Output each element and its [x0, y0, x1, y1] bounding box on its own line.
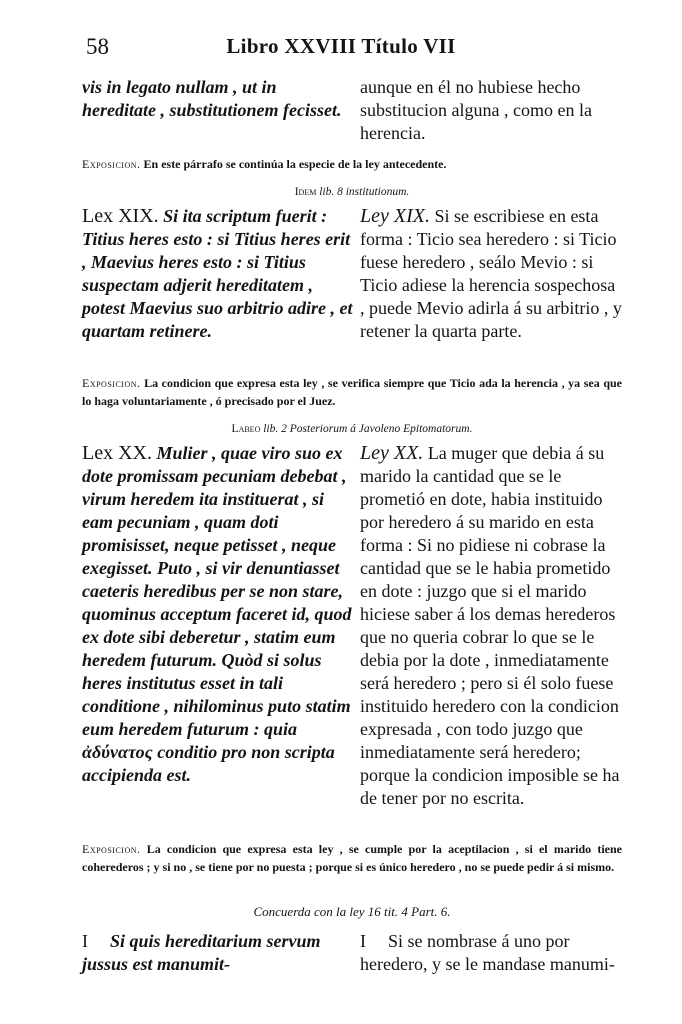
law-text-latin: Mulier , quae viro suo ex dote promissam pecuniam debebat , virum heredem ita instituerat , si eam pecuniam , quam doti promisisset, neque petisset , neque exegisset. Puto , si vir denuntiasset caeteris heredibus per se non stare, quominus acceptum faceret id, quod ex dote sibi deberetur , statim eum heredem futurum. Quòd si solus heres institutus esset in tali conditione , nihilominus puto statim eum heredem futurum : quia ἀδύνατος conditio pro non scripta accipienda est. — [82, 443, 352, 785]
page-number: 58 — [86, 34, 109, 59]
law-heading-latin: Lex XIX. — [82, 205, 159, 227]
source-work: lib. 8 institutionum. — [319, 186, 410, 198]
exposition-label: Exposicion. — [82, 842, 141, 856]
exposition-text: En este párrafo se continúa la especie de la ley antecedente. — [143, 157, 447, 171]
latin-column — [82, 205, 354, 343]
law-19 — [82, 205, 622, 343]
top-continuation — [82, 76, 622, 145]
latin-column — [82, 442, 354, 810]
source-author: Labeo — [231, 423, 261, 435]
spanish-column — [360, 442, 622, 810]
law-heading-spanish: Ley XX. — [360, 442, 424, 464]
exposition-label: Exposicion. — [82, 157, 141, 171]
source-author: Idem — [294, 186, 317, 198]
paragraph-text-spanish: Si se nombrase á uno por heredero, y se le mandase manumi- — [360, 931, 615, 974]
law-text-spanish: Si se escribiese en esta forma : Ticio sea heredero : si Ticio fuese heredero , seálo Mevio : si Ticio adiese la herencia sospechosa , puede Mevio adirla á su arbitrio , y retener la quarta parte. — [360, 206, 622, 341]
spanish-column: aunque en él no hubiese hecho substitucion alguna , como en la herencia. — [360, 77, 592, 143]
paragraph-1 — [82, 930, 622, 976]
exposition-3 — [82, 840, 622, 876]
spanish-column — [360, 930, 622, 976]
page-header — [0, 34, 682, 66]
paragraph-number: I — [82, 931, 88, 951]
source-citation-1 — [82, 186, 622, 198]
law-text-spanish: La muger que debia á su marido la cantidad que se le prometió en dote, habia instituido por heredero á su marido en esta forma : Si no pidiese ni cobrase la cantidad que se le habia prometido en dote : juzgo que si el marido hiciese saber á los demas herederos que no queria cobrar lo que se le debia por la dote , inmediatamente será heredero ; pero si él solo fuese instituido heredero con la condicion expresada , con todo juzgo que inmediatamente será heredero; porque la condicion imposible se ha de tener por no escrita. — [360, 443, 620, 808]
law-text-latin: Si ita scriptum fuerit : Titius heres esto : si Titius heres erit , Maevius heres esto : si Titius suspectam adjerit hereditatem , potest Maevius suo arbitrio adire , et quartam retinere. — [82, 206, 353, 341]
exposition-text: La condicion que expresa esta ley , se verifica siempre que Ticio ada la herencia , ya sea que lo haga voluntariamente , ó precisado por el Juez. — [82, 376, 622, 408]
exposition-2 — [82, 374, 622, 410]
exposition-1 — [82, 155, 622, 173]
law-heading-spanish: Ley XIX. — [360, 205, 430, 227]
latin-column: vis in legato nullam , ut in hereditate , substitutionem fecisset. — [82, 77, 342, 120]
law-20 — [82, 442, 622, 810]
spanish-column — [360, 205, 622, 343]
paragraph-text-latin: Si quis hereditarium servum jussus est manumit- — [82, 931, 321, 974]
exposition-label: Exposicion. — [82, 376, 141, 390]
source-citation-2 — [82, 423, 622, 435]
concordance-note: Concuerda con la ley 16 tit. 4 Part. 6. — [253, 904, 451, 919]
law-heading-latin: Lex XX. — [82, 442, 152, 464]
running-title: Libro XXVIII Título VII — [226, 34, 456, 58]
source-work: lib. 2 Posteriorum á Javoleno Epitomatorum. — [263, 423, 473, 435]
paragraph-number: I — [360, 931, 366, 951]
latin-column — [82, 930, 354, 976]
exposition-text: La condicion que expresa esta ley , se cumple por la aceptilacion , si el marido tiene coherederos ; y si no , se tiene por no puesta ; porque si es único heredero , no se puede pedir á si mismo. — [82, 842, 623, 874]
